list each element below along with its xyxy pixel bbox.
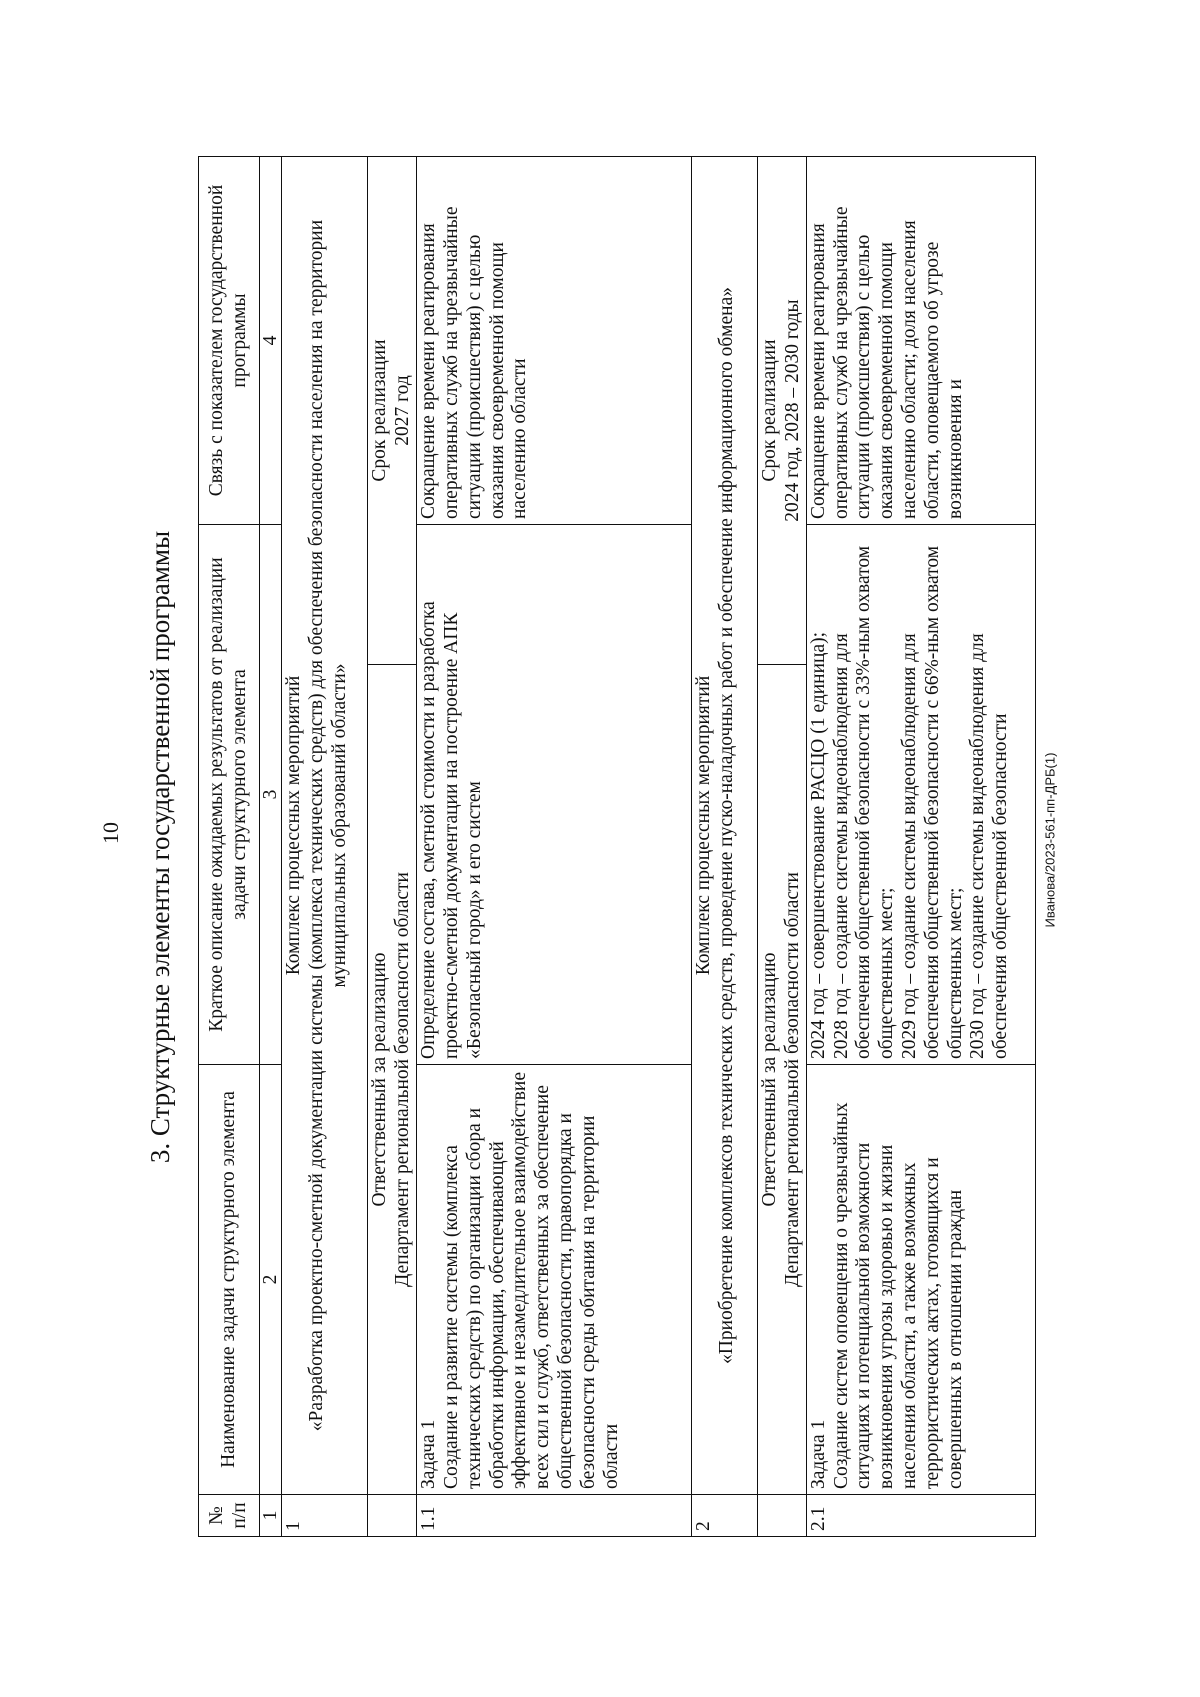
section-title-row <box>282 157 368 1537</box>
section-title-cell <box>282 157 368 1495</box>
table-row <box>806 157 1035 1537</box>
period-cell <box>368 157 417 665</box>
result-line: 2028 год – создание системы видеонаблюдения для обеспечения общественной безопасности с 33%-ным охватом общественных мест; <box>830 545 898 1059</box>
section-number: 2 <box>692 1495 758 1537</box>
page-number: 10 <box>98 822 123 844</box>
section-title: 3. Структурные элементы государственной программы <box>145 530 175 1164</box>
header-task-name: Наименование задачи структурного элемента <box>199 1065 260 1495</box>
period-label: Срок реализации <box>759 339 781 482</box>
section-kind: Комплекс процессных мероприятий <box>693 675 715 976</box>
section-kind: Комплекс процессных мероприятий <box>283 675 305 976</box>
period-value: 2027 год <box>392 375 414 446</box>
section-name: «Приобретение комплексов технических средств, проведение пуско-наладочных работ и обеспечение информационного обмена» <box>715 287 737 1364</box>
result-line: 2024 год – совершенствование РАСЦО (1 единица); <box>807 631 829 1059</box>
column-numbers-row <box>260 157 282 1537</box>
task-name: Создание систем оповещения о чрезвычайных ситуациях и потенциальной возможности возникновения угрозы здоровью и жизни населения области, а также возможных террористических актах, готовящихся и совершенных в отношении граждан <box>830 1102 966 1489</box>
structural-elements-table <box>198 156 1036 1537</box>
section-title-row <box>692 157 758 1537</box>
task-indicator: Сокращение времени реагирования оперативных служб на чрезвычайные ситуации (происшествия) с целью оказания своевременной помощи населению области; доля населения области, оповещаемого об угрозе возникновения и <box>806 157 1035 525</box>
section-meta-row <box>368 157 417 1537</box>
header-indicator: Связь с показателем государственной программы <box>199 157 260 525</box>
responsible-value: Департамент региональной безопасности области <box>392 872 414 1287</box>
task-label: Задача 1 <box>807 1419 829 1489</box>
task-results: Определение состава, сметной стоимости и разработка проектно-сметной документации на построение АПК «Безопасный город» и его систем <box>417 525 692 1065</box>
section-meta-row <box>758 157 807 1537</box>
column-number: 3 <box>260 525 282 1065</box>
table-header-row <box>199 157 260 1537</box>
task-results <box>806 525 1035 1065</box>
result-line: 2030 год – создание системы видеонаблюдения для обеспечения общественной безопасности <box>967 633 1012 1059</box>
responsible-value: Департамент региональной безопасности области <box>781 872 803 1287</box>
task-name: Создание и развитие системы (комплекса технических средств) по организации сбора и обработки информации, обеспечивающей эффективное и незамедлительное взаимодействие всех сил и служб, ответственных за обеспечение общественной безопасности, правопорядка и безопасности среды обитания на территории области <box>440 1072 622 1489</box>
responsible-label: Ответственный за реализацию <box>369 952 391 1207</box>
result-line: 2029 год – создание системы видеонаблюдения для обеспечения общественной безопасности с 66%-ным охватом общественных мест; <box>898 545 966 1059</box>
period-label: Срок реализации <box>369 339 391 482</box>
section-number: 1 <box>282 1495 368 1537</box>
task-number: 2.1 <box>806 1495 1035 1537</box>
task-label: Задача 1 <box>418 1419 440 1489</box>
task-name-cell <box>806 1065 1035 1495</box>
table-row <box>417 157 692 1537</box>
responsible-label: Ответственный за реализацию <box>759 952 781 1207</box>
task-name-cell <box>417 1065 692 1495</box>
column-number: 4 <box>260 157 282 525</box>
header-results: Краткое описание ожидаемых результатов от реализации задачи структурного элемента <box>199 525 260 1065</box>
period-cell <box>758 157 807 665</box>
section-name: «Разработка проектно-сметной документации системы (комплекса технических средств) для обеспечения безопасности населения на территории муниципальных образований области» <box>306 219 351 1432</box>
header-number: № п/п <box>199 1495 260 1537</box>
period-value: 2024 год, 2028 – 2030 годы <box>781 299 803 522</box>
document-code: Иванова/2023-561-пп-ДРБ(1) <box>1042 752 1058 928</box>
column-number: 2 <box>260 1065 282 1495</box>
section-title-cell <box>692 157 758 1495</box>
task-indicator: Сокращение времени реагирования оперативных служб на чрезвычайные ситуации (происшествия) с целью оказания своевременной помощи населению области <box>417 157 692 525</box>
column-number: 1 <box>260 1495 282 1537</box>
task-number: 1.1 <box>417 1495 692 1537</box>
responsible-cell <box>368 665 417 1495</box>
responsible-cell <box>758 665 807 1495</box>
